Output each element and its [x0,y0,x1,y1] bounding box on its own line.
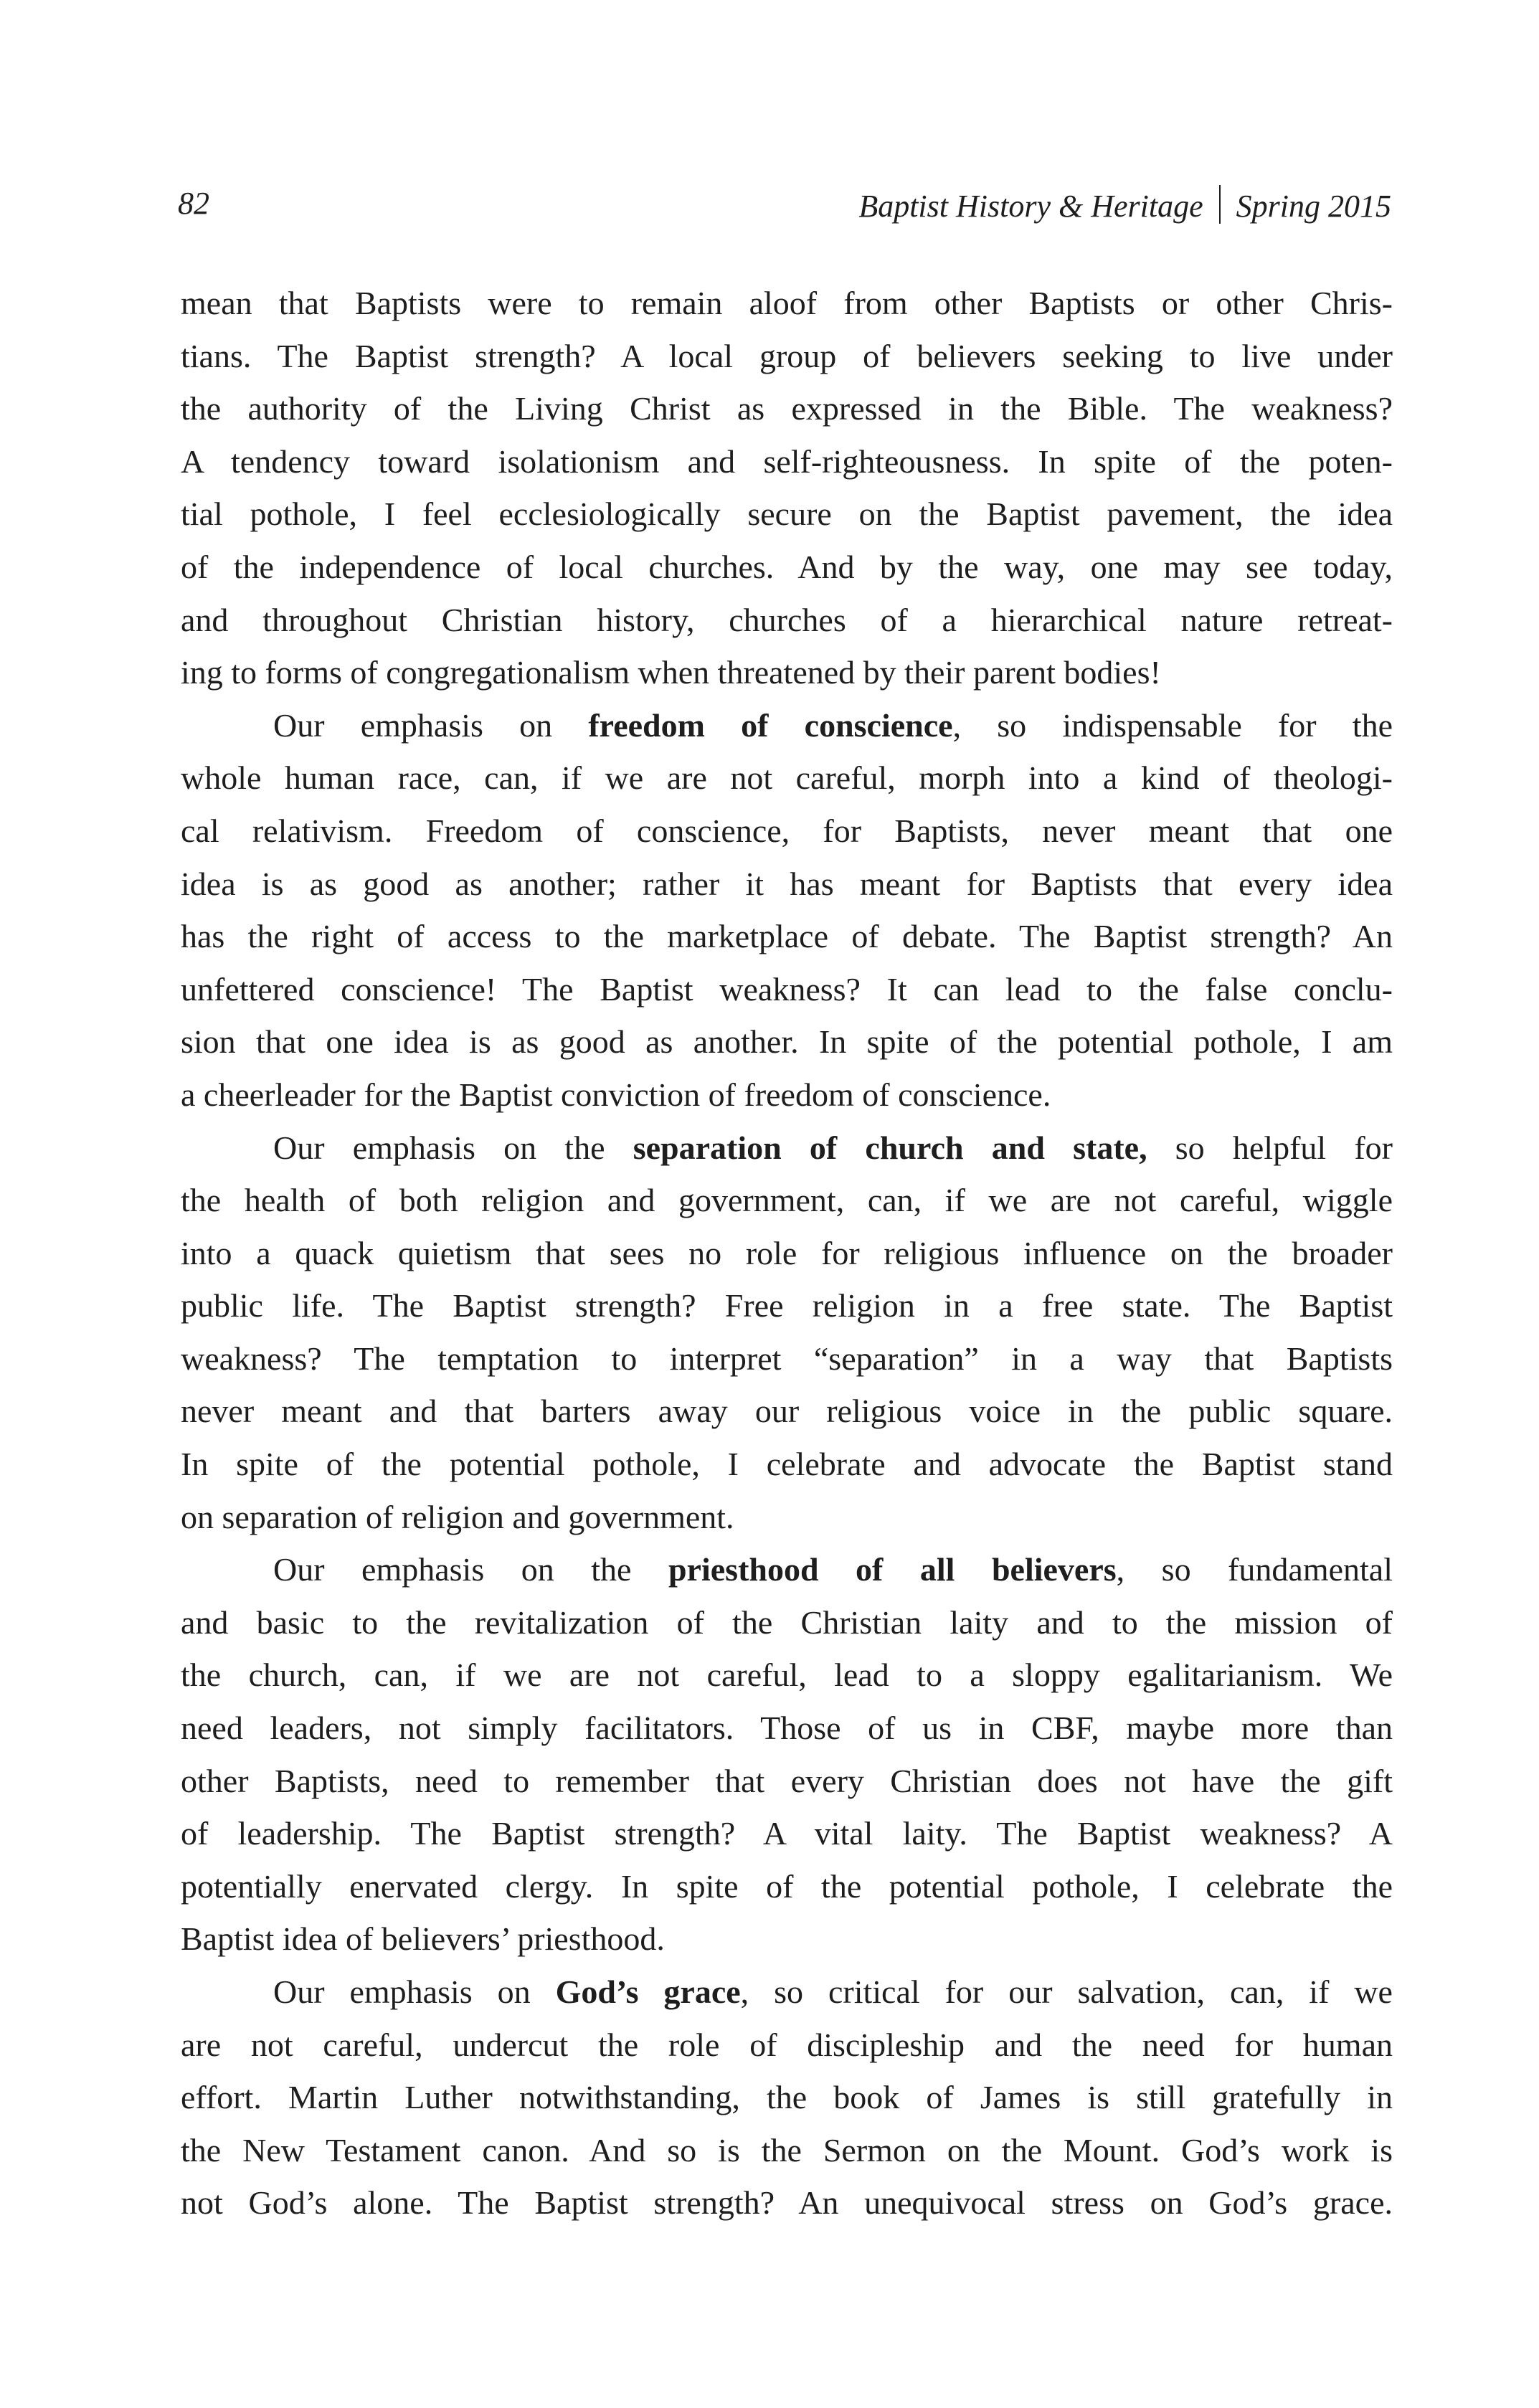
text-line [181,1279,1393,1332]
body-text [181,277,1393,2229]
bold-term: God’s grace [555,1973,741,2010]
text-line [181,2071,1393,2124]
bold-term: priesthood of all believers [668,1551,1117,1588]
text-segment: unfettered conscience! The Baptist weakness? It can lead to the false conclu- [181,970,1393,1008]
page-number: 82 [178,186,209,221]
text-segment: the New Testament canon. And so is the Sermon on the Mount. God’s work is [181,2131,1393,2168]
text-segment: the health of both religion and government, can, if we are not careful, wiggle [181,1182,1393,1219]
text-segment: the authority of the Living Christ as expressed in the Bible. The weakness? [181,390,1393,427]
text-segment: Our emphasis on the [273,1551,668,1588]
text-segment: Baptist idea of believers’ priesthood. [181,1920,665,1958]
text-segment: potentially enervated clergy. In spite of the potential pothole, I celebrate the [181,1867,1393,1905]
text-line [181,1860,1393,1913]
text-segment: other Baptists, need to remember that every Christian does not have the gift [181,1762,1393,1799]
text-line [181,1332,1393,1385]
text-line [181,2019,1393,2072]
text-line [181,858,1393,911]
text-segment: Our emphasis on [273,1973,556,2010]
text-line [181,1068,1393,1122]
running-title [858,185,1391,224]
issue-label: Spring 2015 [1236,189,1391,224]
text-line [181,2124,1393,2177]
bold-term: freedom of conscience [588,706,953,744]
text-line [181,277,1393,330]
text-line [181,330,1393,383]
text-segment: weakness? The temptation to interpret “separation” in a way that Baptists [181,1340,1393,1377]
text-segment: ing to forms of congregationalism when threatened by their parent bodies! [181,654,1161,691]
text-segment: has the right of access to the marketplace of debate. The Baptist strength? An [181,918,1393,955]
text-line [181,2176,1393,2229]
text-segment: , so fundamental [1116,1551,1393,1588]
text-line [181,1438,1393,1491]
text-segment: effort. Martin Luther notwithstanding, the book of James is still gratefully in [181,2079,1393,2116]
text-line [181,699,1393,752]
bold-term: separation of church and state, [633,1129,1147,1166]
text-segment: Our emphasis on [273,706,589,744]
text-segment: and throughout Christian history, churches of a hierarchical nature retreat- [181,601,1393,638]
text-segment: and basic to the revitalization of the Christian laity and to the mission of [181,1603,1393,1641]
text-line [181,752,1393,805]
text-segment: tial pothole, I feel ecclesiologically secure on the Baptist pavement, the idea [181,496,1393,533]
text-segment: sion that one idea is as good as another. In spite of the potential pothole, I am [181,1023,1393,1061]
text-line [181,1755,1393,1808]
text-line [181,1912,1393,1966]
text-line [181,910,1393,963]
text-segment: of leadership. The Baptist strength? A vital laity. The Baptist weakness? A [181,1815,1393,1852]
text-line [181,1702,1393,1755]
text-line [181,1491,1393,1544]
text-segment: need leaders, not simply facilitators. Those of us in CBF, maybe more than [181,1710,1393,1747]
text-line [181,1174,1393,1227]
text-line [181,1122,1393,1175]
header-divider [1219,185,1221,224]
text-segment: tians. The Baptist strength? A local group of believers seeking to live under [181,337,1393,374]
text-segment: Our emphasis on the [273,1129,633,1166]
text-line [181,1966,1393,2019]
text-segment: whole human race, can, if we are not careful, morph into a kind of theologi- [181,759,1393,797]
text-line [181,1807,1393,1860]
text-line [181,541,1393,594]
text-line [181,1227,1393,1280]
text-segment: public life. The Baptist strength? Free religion in a free state. The Baptist [181,1287,1393,1324]
text-line [181,805,1393,858]
journal-title: Baptist History & Heritage [858,189,1203,224]
text-line [181,1543,1393,1596]
text-line [181,1385,1393,1438]
text-segment: a cheerleader for the Baptist conviction of freedom of conscience. [181,1076,1051,1113]
text-segment: mean that Baptists were to remain aloof from other Baptists or other Chris- [181,285,1393,321]
text-segment: of the independence of local churches. And by the way, one may see today, [181,548,1393,585]
text-line [181,1596,1393,1649]
text-line [181,646,1393,699]
text-segment: so helpful for [1147,1129,1393,1166]
text-segment: In spite of the potential pothole, I celebrate and advocate the Baptist stand [181,1446,1393,1483]
text-line [181,435,1393,488]
text-segment: idea is as good as another; rather it has meant for Baptists that every idea [181,865,1393,902]
text-segment: into a quack quietism that sees no role for religious influence on the broader [181,1234,1393,1271]
text-line [181,382,1393,435]
text-segment: the church, can, if we are not careful, lead to a sloppy egalitarianism. We [181,1656,1393,1694]
text-line [181,963,1393,1016]
text-line [181,594,1393,647]
text-segment: cal relativism. Freedom of conscience, for Baptists, never meant that one [181,812,1393,849]
text-segment: , so indispensable for the [952,706,1393,744]
text-segment: A tendency toward isolationism and self-righteousness. In spite of the poten- [181,442,1393,480]
running-header [178,185,1391,231]
text-segment: never meant and that barters away our religious voice in the public square. [181,1393,1393,1430]
text-line [181,488,1393,541]
text-line [181,1015,1393,1068]
text-segment: not God’s alone. The Baptist strength? An unequivocal stress on God’s grace. [181,2184,1393,2222]
text-segment: on separation of religion and government. [181,1498,734,1535]
text-segment: , so critical for our salvation, can, if we [740,1973,1393,2010]
text-segment: are not careful, undercut the role of discipleship and the need for human [181,2026,1393,2063]
text-line [181,1649,1393,1702]
